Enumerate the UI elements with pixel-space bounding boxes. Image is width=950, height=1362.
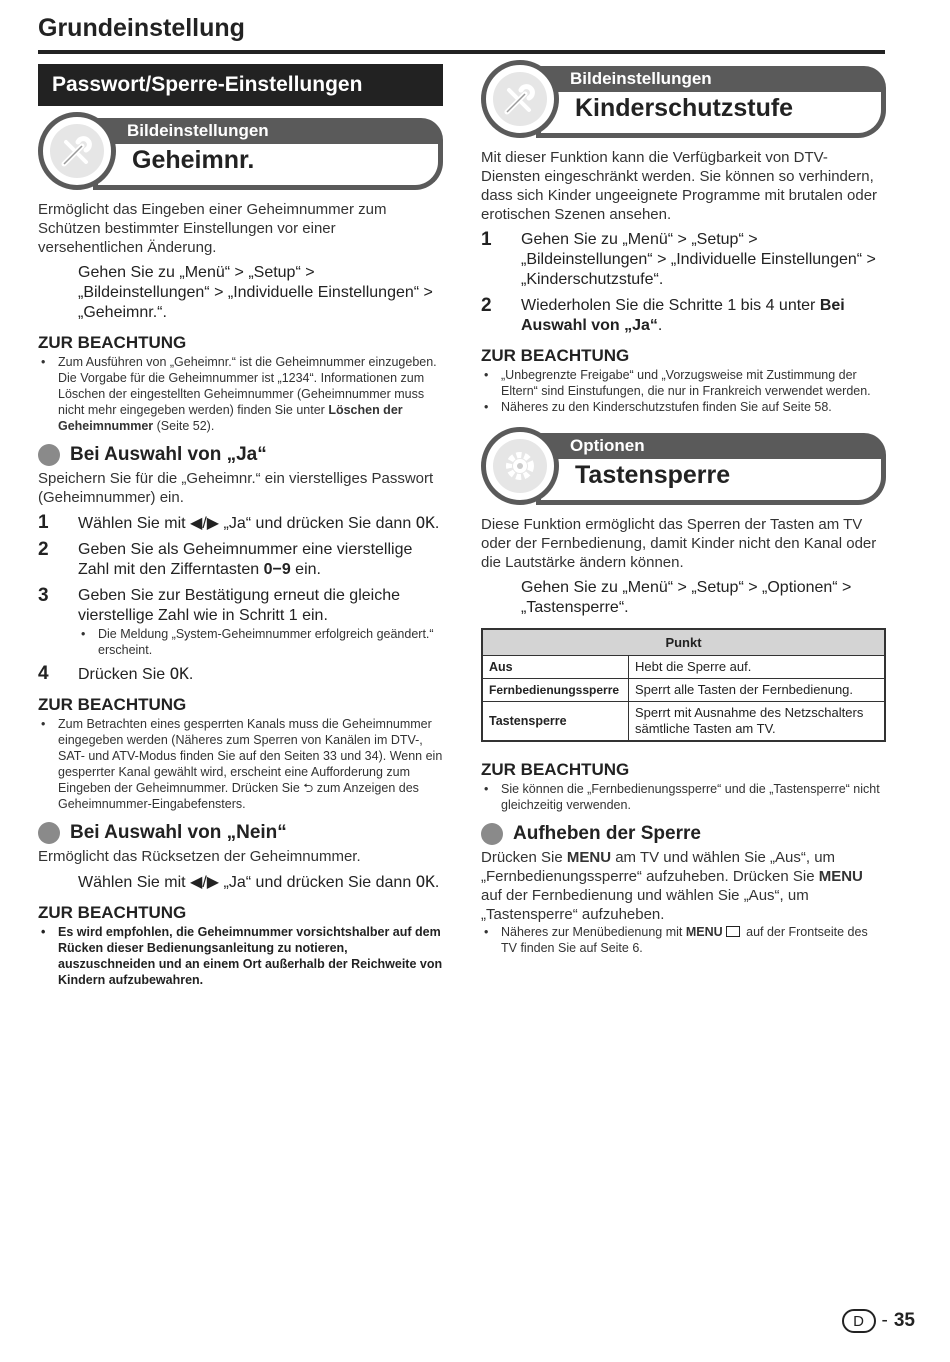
- geheimnr-intro: Ermöglicht das Eingeben einer Geheimnummer zum Schützen bestimmter Einstellungen vor einer versehentlichen Änderung.: [38, 201, 387, 256]
- step-sub-bullet: • Die Meldung „System-Geheimnummer erfolgreich geändert.“ erscheint.: [78, 626, 443, 658]
- menu-title-bar: [536, 459, 886, 505]
- bullet-dot-icon: [38, 822, 60, 844]
- note-heading: ZUR BEACHTUNG: [481, 760, 630, 779]
- note-heading: ZUR BEACHTUNG: [38, 695, 187, 714]
- menu-category: Bildeinstellungen: [127, 121, 269, 140]
- wrench-screwdriver-icon: [38, 112, 116, 190]
- step: 3 Geben Sie zur Bestätigung erneut die gleiche vierstellige Zahl wie in Schritt 1 ein. • Die Meldung „System-Geheimnummer erfolgreich geändert.“ erscheint.: [38, 586, 443, 658]
- gear-icon: [481, 427, 559, 505]
- menu-header-kinderschutz: [481, 64, 886, 138]
- note-item: • Näheres zu den Kinderschutzstufen finden Sie auf Seite 58.: [481, 399, 886, 415]
- note-item: • Es wird empfohlen, die Geheimnummer vorsichtshalber auf dem Rücken dieser Bedienungsanleitung zu notieren, auszuschneiden und an einem Ort außerhalb der Reichweite von Kindern aufzubewahren.: [38, 924, 443, 988]
- note-item: • Sie können die „Fernbedienungssperre“ und die „Tastensperre“ nicht gleichzeitig verwenden.: [481, 781, 886, 813]
- note-item: • Zum Ausführen von „Geheimnr.“ ist die Geheimnummer einzugeben. Die Vorgabe für die Geheimnummer ist „1234“. Informationen zum Löschen der eingestellten Geheimnummer (Geheimnummer muss nicht mehr eingegeben werden) finden Sie unter Löschen der Geheimnummer (Seite 52).: [38, 354, 443, 434]
- table-row: Aus Hebt die Sperre auf.: [482, 656, 885, 679]
- table-row: Fernbedienungssperre Sperrt alle Tasten der Fernbedienung.: [482, 679, 885, 702]
- step: 1 Wählen Sie mit ◀/▶ „Ja“ und drücken Sie dann OK.: [38, 512, 440, 533]
- menu-category-bar: [536, 433, 886, 459]
- bullet-dot-icon: [38, 444, 60, 466]
- kinder-intro: Mit dieser Funktion kann die Verfügbarkeit von DTV-Diensten eingeschränkt werden. Sie können so verhindern, dass sich Kinder ungeeignete Programme mit brutalen oder erotischen Szenen ansehen.: [481, 149, 878, 223]
- tasten-path: Gehen Sie zu „Menü“ > „Setup“ > „Optionen“ > „Tastensperre“.: [521, 579, 852, 616]
- note-item: • Näheres zur Menübedienung mit MENU auf der Frontseite des TV finden Sie auf Seite 6.: [481, 924, 886, 956]
- menu-category: Bildeinstellungen: [570, 69, 712, 88]
- page-separator: -: [881, 1310, 888, 1331]
- aufheben-text: Drücken Sie MENU am TV und wählen Sie „Aus“, um „Fernbedienungssperre“ aufzuheben. Drücken Sie MENU auf der Fernbedienung und wählen Sie „Aus“, um „Tastensperre“ aufzuheben.: [481, 849, 863, 923]
- right-column: [481, 64, 886, 956]
- menu-button-icon: [726, 926, 740, 937]
- page-title: Grundeinstellung: [38, 14, 245, 42]
- aufheben-heading: Aufheben der Sperre: [481, 823, 886, 845]
- menu-category-bar: [93, 118, 443, 144]
- page-num: 35: [893, 1310, 915, 1331]
- table-header: Punkt: [482, 629, 885, 656]
- ja-intro: Speichern Sie für die „Geheimnr.“ ein vierstelliges Passwort (Geheimnummer) ein.: [38, 470, 434, 506]
- geheimnr-path: Gehen Sie zu „Menü“ > „Setup“ > „Bildeinstellungen“ > „Individuelle Einstellungen“ > „Geheimnr.“.: [78, 264, 433, 321]
- menu-title-bar: [536, 92, 886, 138]
- step: 1 Gehen Sie zu „Menü“ > „Setup“ > „Bildeinstellungen“ > „Individuelle Einstellungen“ > „Kinderschutzstufe“.: [481, 229, 876, 288]
- note-heading: ZUR BEACHTUNG: [38, 333, 187, 352]
- page-number: [842, 1309, 915, 1333]
- menu-title: Geheimnr.: [132, 146, 255, 174]
- menu-category-bar: [536, 66, 886, 92]
- step: 2 Geben Sie als Geheimnummer eine vierstellige Zahl mit den Zifferntasten 0−9 ein.: [38, 539, 413, 578]
- title-rule: [38, 50, 885, 54]
- left-column: [38, 64, 443, 988]
- menu-category: Optionen: [570, 436, 645, 455]
- note-heading: ZUR BEACHTUNG: [38, 903, 187, 922]
- nein-heading: Bei Auswahl von „Nein“: [38, 822, 443, 844]
- section-banner: Passwort/Sperre-Einstellungen: [38, 64, 443, 106]
- note-item: • Zum Betrachten eines gesperrten Kanals muss die Geheimnummer eingegeben werden (Näheres zum Sperren von Kanälen im DTV-, SAT- und ATV-Modus finden Sie auf den Seiten 33 und 34). Wenn ein gesperrter Kanal gewählt wird, erscheint eine Aufforderung zum Eingeben der Geheimnummer. Drücken Sie ⮌ zum Anzeigen des Geheimnummer-Eingabefensters.: [38, 716, 443, 812]
- menu-title: Kinderschutzstufe: [575, 94, 794, 122]
- menu-header-geheimnr: [38, 116, 443, 190]
- bullet-dot-icon: [481, 823, 503, 845]
- table-row: Tastensperre Sperrt mit Ausnahme des Netzschalters sämtliche Tasten am TV.: [482, 702, 885, 742]
- note-heading: ZUR BEACHTUNG: [481, 346, 630, 365]
- settings-table: [481, 628, 886, 742]
- step: 2 Wiederholen Sie die Schritte 1 bis 4 unter Bei Auswahl von „Ja“.: [481, 295, 845, 334]
- nein-intro: Ermöglicht das Rücksetzen der Geheimnummer.: [38, 848, 361, 865]
- nein-instruction: Wählen Sie mit ◀/▶ „Ja“ und drücken Sie dann OK.: [78, 872, 440, 891]
- note-item: • „Unbegrenzte Freigabe“ und „Vorzugsweise mit Zustimmung der Eltern“ sind Einstufungen, die nur in Frankreich verwendet werden.: [481, 367, 886, 399]
- menu-header-tastensperre: [481, 431, 886, 505]
- language-badge: D: [842, 1309, 876, 1333]
- wrench-screwdriver-icon: [481, 60, 559, 138]
- ja-heading: Bei Auswahl von „Ja“: [38, 444, 443, 466]
- tasten-intro: Diese Funktion ermöglicht das Sperren der Tasten am TV oder der Fernbedienung, damit Kinder nicht den Kanal oder die Lautstärke ändern können.: [481, 516, 877, 571]
- menu-title: Tastensperre: [575, 461, 731, 489]
- menu-title-bar: [93, 144, 443, 190]
- step: 4 Drücken Sie OK.: [38, 663, 194, 684]
